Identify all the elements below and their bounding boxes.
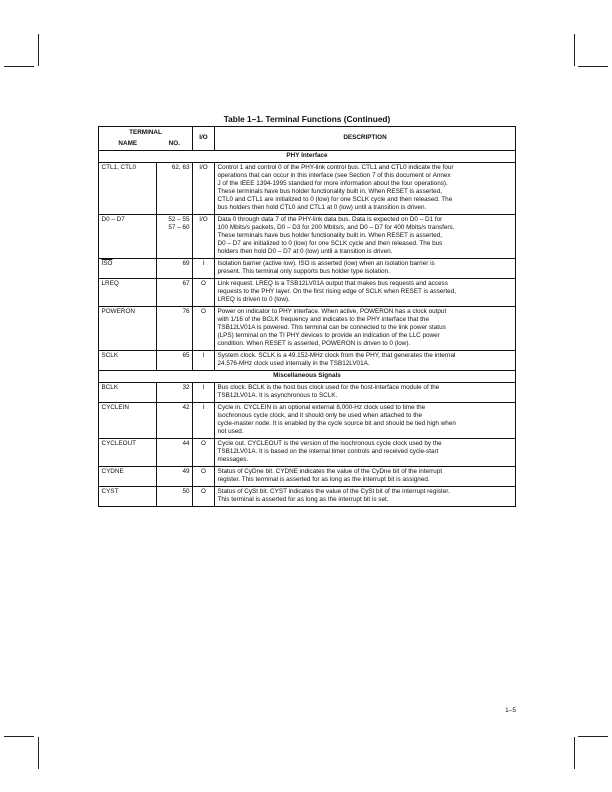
terminal-name: BCLK bbox=[99, 382, 157, 402]
desc-line: Control 1 and control 0 of the PHY-link control bus. CTL1 and CTL0 indicate the four bbox=[217, 164, 454, 171]
crop-mark-bottom-right-h bbox=[578, 736, 608, 737]
header-io: I/O bbox=[193, 127, 215, 151]
terminal-number: 67 bbox=[157, 278, 193, 306]
desc-line: Cycle out. CYCLEOUT is the version of the isochronous cycle clock used by the bbox=[217, 440, 442, 447]
terminal-name: LREQ bbox=[99, 278, 157, 306]
terminal-description bbox=[215, 350, 516, 370]
desc-line: Bus clock. BCLK is the host bus clock used for the host-interface module of the bbox=[217, 384, 440, 391]
desc-line: Link request. LREQ is a TSB12LV01A output that makes bus requests and access bbox=[217, 280, 448, 287]
terminal-io: I bbox=[193, 402, 215, 438]
desc-line: 100 Mbits/s packets, D0 – D3 for 200 Mbits/s, and D0 – D7 for 400 Mbits/s transfers. bbox=[217, 224, 455, 231]
terminal-functions-table bbox=[98, 126, 516, 507]
desc-line: These terminals have bus holder functionality built in. When RESET is asserted, bbox=[217, 232, 442, 239]
crop-mark-bottom-left-h bbox=[4, 736, 34, 737]
desc-line: CTL0 and CTL1 are initialized to 0 (low) for one SCLK cycle and then released. The bbox=[217, 196, 453, 203]
terminal-number: 69 bbox=[157, 258, 193, 278]
terminal-io: I bbox=[193, 350, 215, 370]
terminal-number: 62, 63 bbox=[157, 162, 193, 214]
terminal-number-line: 57 – 60 bbox=[168, 224, 190, 231]
crop-mark-top-left-h bbox=[4, 66, 34, 67]
desc-line: Status of CyDne bit. CYDNE indicates the value of the CyDne bit of the interrupt bbox=[217, 468, 443, 475]
terminal-description bbox=[215, 402, 516, 438]
terminal-name: CYCLEOUT bbox=[99, 438, 157, 466]
desc-line: Cycle in. CYCLEIN is an optional external 8,000-Hz clock used to time the bbox=[217, 404, 426, 411]
terminal-number: 76 bbox=[157, 306, 193, 350]
desc-line: cycle-master node. It is enabled by the cycle source bit and should be tied high when bbox=[217, 420, 456, 427]
table-row-sclk bbox=[99, 350, 516, 370]
terminal-name: POWERON bbox=[99, 306, 157, 350]
header-name: NAME bbox=[99, 139, 157, 151]
table-row-lreq bbox=[99, 278, 516, 306]
terminal-io: O bbox=[193, 466, 215, 486]
header-description: DESCRIPTION bbox=[215, 127, 516, 151]
table-row-iso bbox=[99, 258, 516, 278]
desc-line: TSB12LV01A. It is asynchronous to SCLK. bbox=[217, 392, 338, 399]
table-row-bclk bbox=[99, 382, 516, 402]
terminal-number-line: 52 – 55 bbox=[168, 216, 190, 223]
terminal-io: I bbox=[193, 258, 215, 278]
terminal-description bbox=[215, 382, 516, 402]
header-row bbox=[99, 127, 516, 139]
header-no: NO. bbox=[157, 139, 193, 151]
terminal-name: CYCLEIN bbox=[99, 402, 157, 438]
desc-line: requests to the PHY layer. On the first rising edge of SCLK when RESET is asserted, bbox=[217, 288, 456, 295]
terminal-description bbox=[215, 486, 516, 506]
terminal-number: 32 bbox=[157, 382, 193, 402]
desc-line: with 1/16 of the BCLK frequency and indicates to the PHY interface that the bbox=[217, 316, 429, 323]
terminal-io: O bbox=[193, 486, 215, 506]
terminal-name: $\overline{ISO}$ bbox=[99, 258, 157, 278]
terminal-io: I/O bbox=[193, 214, 215, 258]
terminal-name: CTL1, CTL0 bbox=[99, 162, 157, 214]
desc-line: Data 0 through data 7 of the PHY-link data bus. Data is expected on D0 – D1 for bbox=[217, 216, 443, 223]
terminal-description bbox=[215, 214, 516, 258]
desc-line: (LPS) terminal on the TI PHY devices to provide an indication of the LLC power bbox=[217, 332, 440, 339]
desc-line: Status of CySt bit. CYST indicates the value of the CySt bit of the interrupt register. bbox=[217, 488, 450, 495]
terminal-number: 42 bbox=[157, 402, 193, 438]
desc-line: present. This terminal only supports bus holder type isolation. bbox=[217, 268, 390, 275]
terminal-description bbox=[215, 466, 516, 486]
desc-line: Isolation barrier (active low). ISO is asserted (low) when an isolation barrier is bbox=[217, 260, 435, 267]
terminal-description bbox=[215, 306, 516, 350]
terminal-io: I/O bbox=[193, 162, 215, 214]
desc-line: not used. bbox=[217, 428, 244, 435]
table-row-poweron bbox=[99, 306, 516, 350]
terminal-description bbox=[215, 278, 516, 306]
terminal-name: CYST bbox=[99, 486, 157, 506]
table-row-ctl bbox=[99, 162, 516, 214]
terminal-name: D0 – D7 bbox=[99, 214, 157, 258]
terminal-number: 44 bbox=[157, 438, 193, 466]
terminal-io: O bbox=[193, 438, 215, 466]
section-row-phy bbox=[99, 150, 516, 162]
terminal-number: 65 bbox=[157, 350, 193, 370]
table-row-cydne bbox=[99, 466, 516, 486]
crop-mark-bottom-left-v bbox=[38, 737, 39, 769]
table-row-cycleout bbox=[99, 438, 516, 466]
desc-line: holders then hold D0 – D7 at 0 (low) until a transition is driven. bbox=[217, 248, 393, 255]
desc-line: TSB12LV01A. It is based on the internal timer controls and received cycle-start bbox=[217, 448, 439, 455]
section-title-phy: PHY Interface bbox=[99, 150, 516, 162]
table-title: Table 1–1. Terminal Functions (Continued) bbox=[223, 114, 391, 124]
crop-mark-top-right-v bbox=[574, 34, 575, 66]
desc-line: J of the IEEE 1394-1995 standard for more information about the four operations). bbox=[217, 180, 448, 187]
desc-line: condition. When RESET is asserted, POWERON is driven to 0 (low). bbox=[217, 340, 411, 347]
terminal-name: SCLK bbox=[99, 350, 157, 370]
table-row-cyst bbox=[99, 486, 516, 506]
terminal-io: O bbox=[193, 306, 215, 350]
desc-line: D0 – D7 are initialized to 0 (low) for one SCLK cycle and then released. The bus bbox=[217, 240, 443, 247]
desc-line: bus holders then hold CTL0 and CTL1 at 0 (low) until a transition is driven. bbox=[217, 204, 427, 211]
terminal-io: I bbox=[193, 382, 215, 402]
crop-mark-top-right-h bbox=[578, 66, 608, 67]
desc-line: operations that can occur in this interface (see Section 7 of this document or Annex bbox=[217, 172, 451, 179]
crop-mark-bottom-right-v bbox=[574, 737, 575, 769]
terminal-io: O bbox=[193, 278, 215, 306]
terminal-description bbox=[215, 258, 516, 278]
crop-mark-top-left-v bbox=[38, 34, 39, 66]
desc-line: messages. bbox=[217, 456, 249, 463]
desc-line: TSB12LV01A is powered. This terminal can be connected to the link power status bbox=[217, 324, 446, 331]
terminal-number bbox=[157, 214, 193, 258]
desc-line: register. This terminal is asserted for as long as the interrupt bit is assigned. bbox=[217, 476, 430, 483]
desc-line: This terminal is asserted for as long as the interrupt bit is set. bbox=[217, 496, 389, 503]
terminal-number: 49 bbox=[157, 466, 193, 486]
terminal-number: 50 bbox=[157, 486, 193, 506]
desc-line: System clock. SCLK is a 49.152-MHz clock from the PHY, that generates the internal bbox=[217, 352, 456, 359]
desc-line: isochronous cycle clock, and it should only be used when attached to the bbox=[217, 412, 423, 419]
page-number: 1–5 bbox=[505, 707, 516, 714]
desc-line: 24.576-MHz clock used internally in the TSB12LV01A. bbox=[217, 360, 370, 367]
terminal-description bbox=[215, 162, 516, 214]
header-terminal: TERMINAL bbox=[99, 127, 193, 139]
desc-line: LREQ is driven to 0 (low). bbox=[217, 296, 290, 303]
section-title-misc: Miscellaneous Signals bbox=[99, 370, 516, 382]
table-row-cyclein bbox=[99, 402, 516, 438]
section-row-misc bbox=[99, 370, 516, 382]
terminal-description bbox=[215, 438, 516, 466]
table-row-d bbox=[99, 214, 516, 258]
desc-line: Power on indicator to PHY interface. When active, POWERON has a clock output bbox=[217, 308, 447, 315]
desc-line: These terminals have bus holder functionality built in. When RESET is asserted, bbox=[217, 188, 442, 195]
terminal-name: CYDNE bbox=[99, 466, 157, 486]
